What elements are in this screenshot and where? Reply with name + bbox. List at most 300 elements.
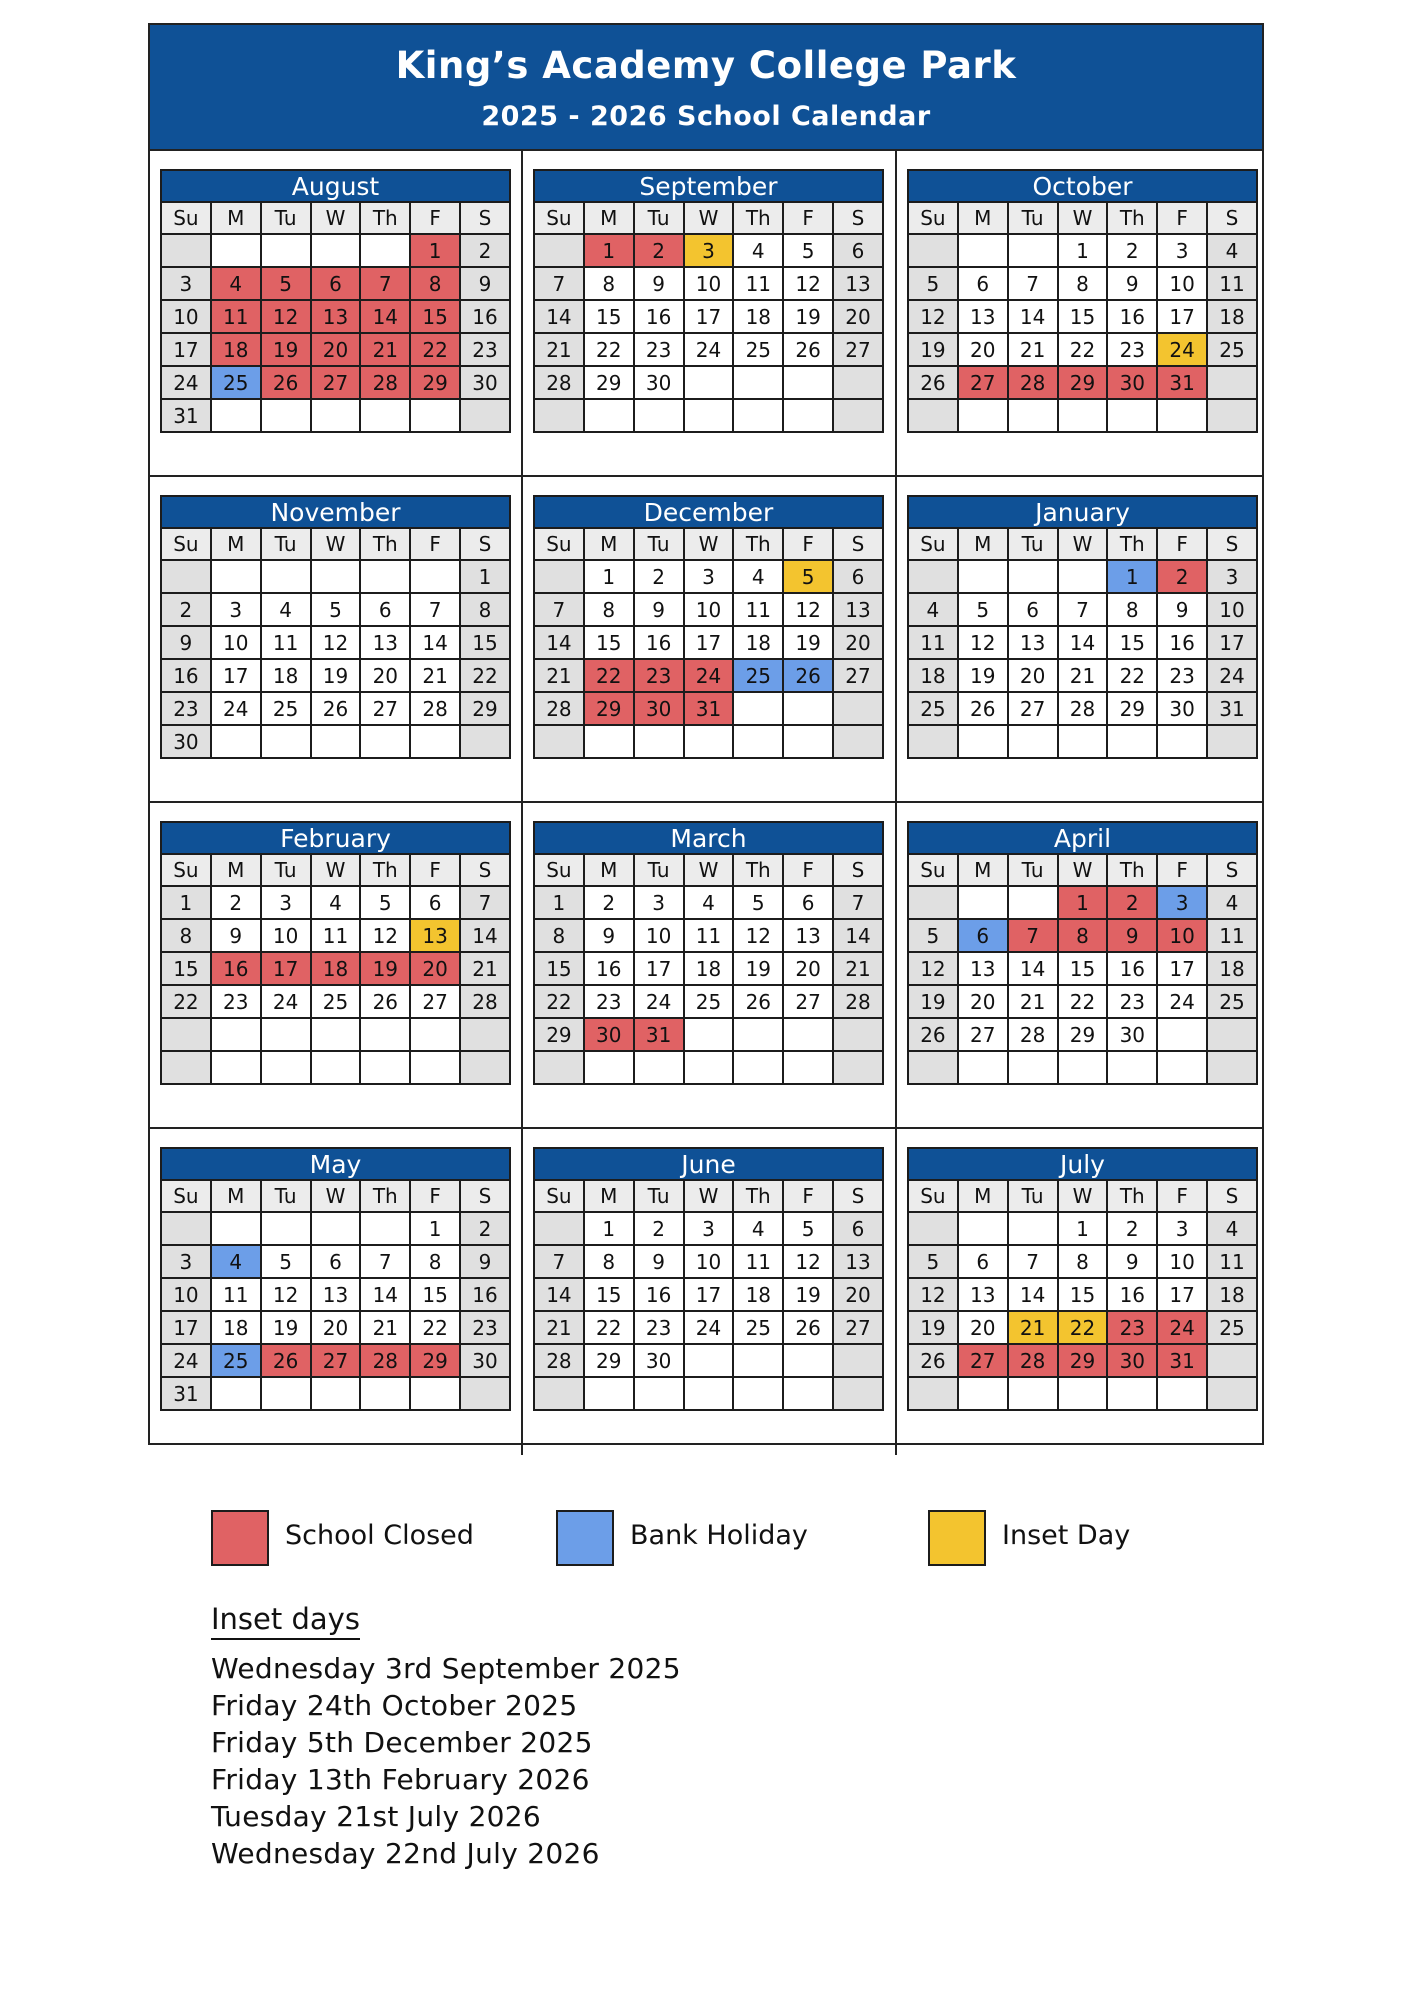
weekday-label: W <box>684 854 734 886</box>
day-cell: 18 <box>211 1311 261 1344</box>
month-days-table <box>533 527 884 759</box>
day-cell: 30 <box>1107 1344 1157 1377</box>
day-cell: 3 <box>161 267 211 300</box>
week-row <box>161 692 510 725</box>
day-cell: 6 <box>311 267 361 300</box>
week-row <box>161 659 510 692</box>
week-row <box>534 886 883 919</box>
month-days-table <box>907 527 1258 759</box>
day-cell: 12 <box>360 919 410 952</box>
day-cell: 10 <box>1157 267 1207 300</box>
inset-day-item: Wednesday 3rd September 2025 <box>211 1652 681 1685</box>
day-cell: 10 <box>684 267 734 300</box>
weekday-label: Su <box>161 854 211 886</box>
day-cell: 19 <box>908 1311 958 1344</box>
day-cell: 2 <box>634 560 684 593</box>
empty-day-cell <box>634 1051 684 1084</box>
day-cell: 23 <box>1107 333 1157 366</box>
day-cell: 19 <box>311 659 361 692</box>
day-cell: 11 <box>733 1245 783 1278</box>
weekday-label: S <box>833 854 883 886</box>
empty-day-cell <box>311 234 361 267</box>
week-row <box>908 267 1257 300</box>
day-cell: 3 <box>1157 886 1207 919</box>
day-cell: 7 <box>1008 1245 1058 1278</box>
day-cell: 1 <box>1058 886 1108 919</box>
week-row <box>161 234 510 267</box>
weekday-header-row <box>161 202 510 234</box>
weekday-header-row <box>161 1180 510 1212</box>
month-november <box>160 495 511 759</box>
empty-day-cell <box>684 1377 734 1410</box>
empty-day-cell <box>460 1051 510 1084</box>
day-cell: 26 <box>908 1018 958 1051</box>
day-cell: 9 <box>1107 919 1157 952</box>
empty-day-cell <box>360 399 410 432</box>
day-cell: 18 <box>908 659 958 692</box>
empty-day-cell <box>684 725 734 758</box>
day-cell: 10 <box>161 1278 211 1311</box>
day-cell: 5 <box>908 919 958 952</box>
weekday-label: Su <box>534 854 584 886</box>
day-cell: 20 <box>958 1311 1008 1344</box>
month-name: November <box>160 495 511 527</box>
day-cell: 6 <box>833 560 883 593</box>
day-cell: 26 <box>783 659 833 692</box>
day-cell: 26 <box>733 985 783 1018</box>
day-cell: 23 <box>634 1311 684 1344</box>
empty-day-cell <box>311 1018 361 1051</box>
week-row <box>161 725 510 758</box>
day-cell: 7 <box>1008 919 1058 952</box>
day-cell: 25 <box>211 1344 261 1377</box>
day-cell: 31 <box>1157 1344 1207 1377</box>
day-cell: 22 <box>1058 985 1108 1018</box>
day-cell: 25 <box>908 692 958 725</box>
empty-day-cell <box>908 886 958 919</box>
day-cell: 6 <box>311 1245 361 1278</box>
school-closed-label: School Closed <box>285 1520 474 1551</box>
day-cell: 3 <box>1157 234 1207 267</box>
weekday-label: F <box>1157 202 1207 234</box>
empty-day-cell <box>311 725 361 758</box>
weekday-label: Su <box>534 202 584 234</box>
weekday-label: W <box>311 854 361 886</box>
weekday-label: Tu <box>261 1180 311 1212</box>
empty-day-cell <box>161 560 211 593</box>
day-cell: 1 <box>410 1212 460 1245</box>
day-cell: 30 <box>460 1344 510 1377</box>
empty-day-cell <box>211 725 261 758</box>
day-cell: 16 <box>634 626 684 659</box>
day-cell: 13 <box>833 267 883 300</box>
empty-day-cell <box>311 399 361 432</box>
day-cell: 17 <box>634 952 684 985</box>
empty-day-cell <box>311 1377 361 1410</box>
day-cell: 24 <box>684 1311 734 1344</box>
empty-day-cell <box>534 560 584 593</box>
day-cell: 19 <box>783 1278 833 1311</box>
day-cell: 6 <box>833 234 883 267</box>
day-cell: 16 <box>1157 626 1207 659</box>
day-cell: 26 <box>311 692 361 725</box>
weekday-label: Th <box>1107 202 1157 234</box>
day-cell: 8 <box>410 267 460 300</box>
month-january <box>907 495 1258 759</box>
day-cell: 27 <box>833 333 883 366</box>
weekday-label: S <box>460 854 510 886</box>
weekday-label: Su <box>908 854 958 886</box>
day-cell: 25 <box>733 1311 783 1344</box>
week-row <box>534 267 883 300</box>
bank-holiday-label: Bank Holiday <box>630 1520 808 1551</box>
day-cell: 27 <box>311 366 361 399</box>
day-cell: 3 <box>634 886 684 919</box>
week-row <box>161 560 510 593</box>
day-cell: 16 <box>460 300 510 333</box>
weekday-label: W <box>311 202 361 234</box>
inset-day-item: Friday 24th October 2025 <box>211 1689 578 1722</box>
day-cell: 26 <box>908 1344 958 1377</box>
inset-days-list <box>211 1650 681 1872</box>
day-cell: 16 <box>1107 300 1157 333</box>
week-row <box>161 1212 510 1245</box>
day-cell: 4 <box>1207 234 1257 267</box>
day-cell: 22 <box>1107 659 1157 692</box>
day-cell: 15 <box>460 626 510 659</box>
week-row <box>161 333 510 366</box>
empty-day-cell <box>360 1377 410 1410</box>
empty-day-cell <box>1008 399 1058 432</box>
empty-day-cell <box>1107 725 1157 758</box>
day-cell: 11 <box>211 1278 261 1311</box>
empty-day-cell <box>783 692 833 725</box>
day-cell: 2 <box>1107 886 1157 919</box>
empty-day-cell <box>684 1018 734 1051</box>
week-row <box>534 1051 883 1084</box>
weekday-label: Tu <box>634 854 684 886</box>
day-cell: 17 <box>261 952 311 985</box>
day-cell: 15 <box>1107 626 1157 659</box>
weekday-label: Th <box>733 854 783 886</box>
day-cell: 29 <box>584 1344 634 1377</box>
empty-day-cell <box>460 725 510 758</box>
day-cell: 13 <box>1008 626 1058 659</box>
month-june <box>533 1147 884 1411</box>
day-cell: 24 <box>1157 985 1207 1018</box>
day-cell: 12 <box>783 593 833 626</box>
day-cell: 20 <box>958 333 1008 366</box>
empty-day-cell <box>684 366 734 399</box>
day-cell: 27 <box>958 366 1008 399</box>
empty-day-cell <box>1008 725 1058 758</box>
empty-day-cell <box>1157 1018 1207 1051</box>
empty-day-cell <box>534 1051 584 1084</box>
day-cell: 6 <box>410 886 460 919</box>
empty-day-cell <box>211 399 261 432</box>
day-cell: 23 <box>1157 659 1207 692</box>
empty-day-cell <box>311 1051 361 1084</box>
empty-day-cell <box>1107 399 1157 432</box>
day-cell: 10 <box>684 593 734 626</box>
day-cell: 21 <box>410 659 460 692</box>
day-cell: 26 <box>261 366 311 399</box>
school-closed-swatch <box>211 1510 269 1566</box>
day-cell: 4 <box>1207 886 1257 919</box>
month-name: January <box>907 495 1258 527</box>
empty-day-cell <box>1058 1377 1108 1410</box>
day-cell: 13 <box>958 300 1008 333</box>
empty-day-cell <box>684 399 734 432</box>
month-cell-december <box>523 477 897 803</box>
empty-day-cell <box>161 1212 211 1245</box>
week-row <box>908 659 1257 692</box>
empty-day-cell <box>1207 1018 1257 1051</box>
day-cell: 13 <box>958 1278 1008 1311</box>
day-cell: 8 <box>584 267 634 300</box>
empty-day-cell <box>1058 725 1108 758</box>
day-cell: 29 <box>410 366 460 399</box>
day-cell: 28 <box>360 366 410 399</box>
day-cell: 9 <box>1107 1245 1157 1278</box>
day-cell: 28 <box>534 366 584 399</box>
empty-day-cell <box>534 725 584 758</box>
day-cell: 7 <box>460 886 510 919</box>
day-cell: 3 <box>261 886 311 919</box>
day-cell: 11 <box>733 593 783 626</box>
empty-day-cell <box>783 366 833 399</box>
weekday-label: Tu <box>1008 1180 1058 1212</box>
day-cell: 23 <box>460 1311 510 1344</box>
day-cell: 22 <box>534 985 584 1018</box>
day-cell: 28 <box>360 1344 410 1377</box>
day-cell: 22 <box>584 659 634 692</box>
legend <box>211 1508 1211 1572</box>
day-cell: 1 <box>1058 234 1108 267</box>
empty-day-cell <box>360 560 410 593</box>
week-row <box>534 593 883 626</box>
day-cell: 4 <box>733 1212 783 1245</box>
day-cell: 3 <box>684 560 734 593</box>
day-cell: 5 <box>908 267 958 300</box>
week-row <box>161 1278 510 1311</box>
day-cell: 25 <box>261 692 311 725</box>
empty-day-cell <box>534 1212 584 1245</box>
day-cell: 17 <box>1157 952 1207 985</box>
day-cell: 15 <box>584 626 634 659</box>
day-cell: 17 <box>161 1311 211 1344</box>
weekday-label: Tu <box>1008 854 1058 886</box>
day-cell: 25 <box>684 985 734 1018</box>
day-cell: 25 <box>211 366 261 399</box>
day-cell: 12 <box>783 267 833 300</box>
day-cell: 23 <box>1107 1311 1157 1344</box>
day-cell: 12 <box>311 626 361 659</box>
empty-day-cell <box>1207 1344 1257 1377</box>
empty-day-cell <box>833 692 883 725</box>
empty-day-cell <box>584 1051 634 1084</box>
week-row <box>908 593 1257 626</box>
week-row <box>908 300 1257 333</box>
empty-day-cell <box>161 1051 211 1084</box>
day-cell: 20 <box>1008 659 1058 692</box>
day-cell: 17 <box>684 300 734 333</box>
weekday-label: F <box>410 854 460 886</box>
month-days-table <box>160 853 511 1085</box>
day-cell: 27 <box>783 985 833 1018</box>
empty-day-cell <box>360 234 410 267</box>
day-cell: 21 <box>360 1311 410 1344</box>
day-cell: 29 <box>584 366 634 399</box>
month-cell-november <box>150 477 523 803</box>
day-cell: 6 <box>1008 593 1058 626</box>
day-cell: 4 <box>684 886 734 919</box>
day-cell: 12 <box>261 300 311 333</box>
week-row <box>908 333 1257 366</box>
day-cell: 6 <box>360 593 410 626</box>
day-cell: 1 <box>1058 1212 1108 1245</box>
week-row <box>534 1311 883 1344</box>
day-cell: 15 <box>584 300 634 333</box>
day-cell: 20 <box>833 626 883 659</box>
day-cell: 29 <box>1058 366 1108 399</box>
day-cell: 9 <box>211 919 261 952</box>
month-name: June <box>533 1147 884 1179</box>
week-row <box>161 985 510 1018</box>
empty-day-cell <box>908 1051 958 1084</box>
day-cell: 24 <box>261 985 311 1018</box>
day-cell: 24 <box>211 692 261 725</box>
week-row <box>534 1018 883 1051</box>
day-cell: 23 <box>211 985 261 1018</box>
week-row <box>534 560 883 593</box>
day-cell: 30 <box>634 366 684 399</box>
empty-day-cell <box>410 725 460 758</box>
day-cell: 16 <box>1107 952 1157 985</box>
empty-day-cell <box>360 1212 410 1245</box>
week-row <box>534 1278 883 1311</box>
day-cell: 28 <box>1008 1018 1058 1051</box>
month-days-table <box>907 853 1258 1085</box>
week-row <box>534 1344 883 1377</box>
day-cell: 5 <box>261 1245 311 1278</box>
day-cell: 18 <box>1207 300 1257 333</box>
weekday-label: Su <box>534 528 584 560</box>
day-cell: 20 <box>833 300 883 333</box>
empty-day-cell <box>1008 1212 1058 1245</box>
day-cell: 14 <box>534 300 584 333</box>
day-cell: 31 <box>684 692 734 725</box>
day-cell: 2 <box>161 593 211 626</box>
day-cell: 2 <box>1107 234 1157 267</box>
day-cell: 29 <box>460 692 510 725</box>
day-cell: 12 <box>733 919 783 952</box>
day-cell: 31 <box>1157 366 1207 399</box>
day-cell: 12 <box>908 300 958 333</box>
day-cell: 2 <box>584 886 634 919</box>
weekday-label: Su <box>908 1180 958 1212</box>
inset-day-swatch <box>928 1510 986 1566</box>
weekday-header-row <box>534 202 883 234</box>
day-cell: 19 <box>733 952 783 985</box>
week-row <box>161 1018 510 1051</box>
day-cell: 2 <box>634 234 684 267</box>
empty-day-cell <box>833 1377 883 1410</box>
week-row <box>534 626 883 659</box>
day-cell: 5 <box>311 593 361 626</box>
day-cell: 20 <box>958 985 1008 1018</box>
day-cell: 21 <box>360 333 410 366</box>
day-cell: 4 <box>311 886 361 919</box>
day-cell: 1 <box>584 234 634 267</box>
day-cell: 11 <box>733 267 783 300</box>
weekday-label: Su <box>534 1180 584 1212</box>
empty-day-cell <box>261 1051 311 1084</box>
day-cell: 30 <box>584 1018 634 1051</box>
day-cell: 28 <box>1008 1344 1058 1377</box>
empty-day-cell <box>584 725 634 758</box>
empty-day-cell <box>833 366 883 399</box>
day-cell: 14 <box>360 1278 410 1311</box>
empty-day-cell <box>261 1377 311 1410</box>
month-name: October <box>907 169 1258 201</box>
empty-day-cell <box>634 1377 684 1410</box>
day-cell: 9 <box>634 593 684 626</box>
empty-day-cell <box>908 234 958 267</box>
weekday-label: Tu <box>1008 202 1058 234</box>
day-cell: 18 <box>261 659 311 692</box>
day-cell: 6 <box>958 919 1008 952</box>
month-days-table <box>160 527 511 759</box>
empty-day-cell <box>1157 399 1207 432</box>
day-cell: 21 <box>1008 333 1058 366</box>
week-row <box>534 1212 883 1245</box>
day-cell: 26 <box>261 1344 311 1377</box>
weekday-label: W <box>1058 528 1108 560</box>
month-october <box>907 169 1258 433</box>
week-row <box>534 366 883 399</box>
day-cell: 2 <box>211 886 261 919</box>
empty-day-cell <box>783 1377 833 1410</box>
weekday-label: M <box>958 854 1008 886</box>
weekday-label: M <box>958 1180 1008 1212</box>
empty-day-cell <box>1207 366 1257 399</box>
week-row <box>534 692 883 725</box>
weekday-label: W <box>684 202 734 234</box>
month-name: December <box>533 495 884 527</box>
weekday-label: F <box>783 854 833 886</box>
empty-day-cell <box>211 234 261 267</box>
week-row <box>534 399 883 432</box>
month-name: August <box>160 169 511 201</box>
day-cell: 16 <box>634 300 684 333</box>
week-row <box>534 300 883 333</box>
day-cell: 8 <box>161 919 211 952</box>
day-cell: 12 <box>908 952 958 985</box>
day-cell: 5 <box>783 234 833 267</box>
week-row <box>161 267 510 300</box>
week-row <box>908 1018 1257 1051</box>
day-cell: 15 <box>410 1278 460 1311</box>
month-name: July <box>907 1147 1258 1179</box>
empty-day-cell <box>261 560 311 593</box>
empty-day-cell <box>360 725 410 758</box>
day-cell: 18 <box>733 626 783 659</box>
inset-day-label: Inset Day <box>1002 1520 1131 1551</box>
day-cell: 3 <box>684 1212 734 1245</box>
empty-day-cell <box>908 399 958 432</box>
day-cell: 9 <box>1107 267 1157 300</box>
